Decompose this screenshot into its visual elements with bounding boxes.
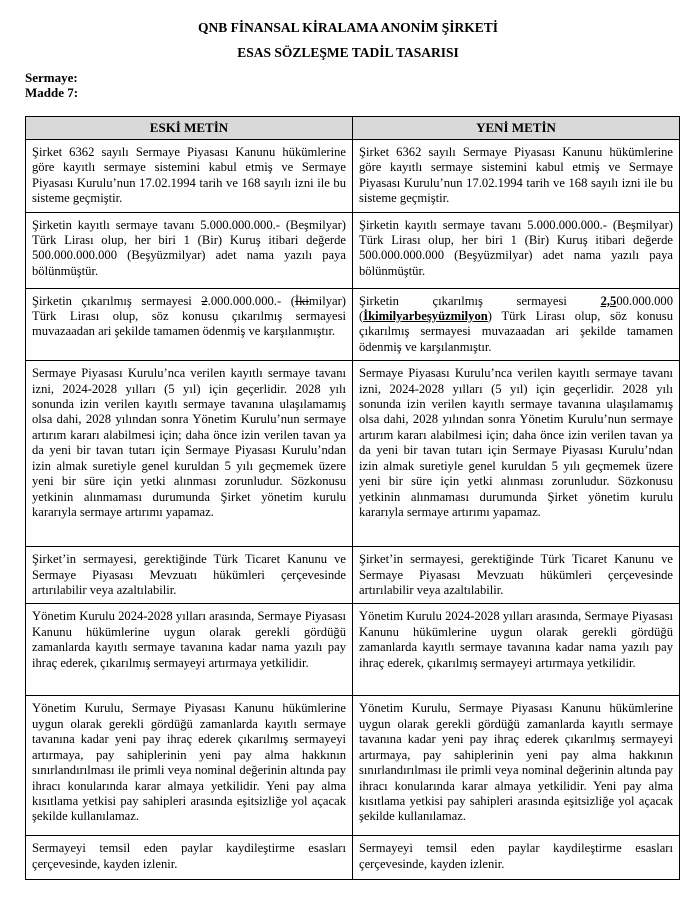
amendment-table <box>25 116 680 880</box>
old-text-cell: Sermaye Piyasası Kurulu’nca verilen kayıtlı sermaye tavanı izni, 2024-2028 yılları (5 yıl) için geçerlidir. 2028 yılı sonunda izin verilen kayıtlı sermaye tavanına ulaşılamamış olsa dahi, 2028 yılından sonra Yönetim Kurulu’nun sermaye artırım kararı alabilmesi için; daha önce izin verilen tavan ya da yeni bir tavan tutarı için Sermaye Piyasası Kurulu’ndan izin almak suretiyle genel kuruldan 5 yılı geçmemek üzere yeni bir süre için yetki alınması zorunludur. Sözkonusu yetkinin alınmaması durumunda Şirket yönetim kurulu kararıyla sermaye artırımı yapamaz. <box>26 361 353 547</box>
old-text-cell: Şirket’in sermayesi, gerektiğinde Türk Ticaret Kanunu ve Sermaye Piyasası Mevzuatı hükümleri çerçevesinde artırılabilir veya azaltılabilir. <box>26 547 353 604</box>
column-header-new-text: YENİ METİN <box>353 117 680 140</box>
new-text-part: 00.000.000 ( <box>359 293 673 324</box>
table-row <box>26 604 680 696</box>
table-row <box>26 836 680 880</box>
table-header-row <box>26 117 680 140</box>
article-label: Madde 7: <box>25 85 79 100</box>
table-row <box>26 696 680 836</box>
old-text-cell: Şirket 6362 sayılı Sermaye Piyasası Kanunu hükümlerine göre kayıtlı sermaye sistemini kabul etmiş ve Sermaye Piyasası Kurulu’nun 17.02.1994 tarih ve 168 sayılı izni ile bu sisteme geçmiştir. <box>26 140 353 213</box>
table-row <box>26 288 680 361</box>
inserted-text: İkimilyarbeşyüzmilyon <box>363 309 488 324</box>
old-text-cell: Yönetim Kurulu 2024-2028 yılları arasında, Sermaye Piyasası Kanunu hükümlerine uygun olarak gerekli gördüğü zamanlarda kayıtlı sermaye tavanına kadar nama yazılı pay ihraç ederek, çıkarılmış sermayeyi artırmaya yetkilidir. <box>26 604 353 696</box>
new-text-part: ) Türk Lirası olup, söz konusu çıkarılmış sermayesi muvazaadan ari şekilde tamamen ödenmiş ve karşılanmıştır. <box>359 309 673 354</box>
new-text-cell <box>353 288 680 361</box>
new-text-cell: Sermaye Piyasası Kurulu’nca verilen kayıtlı sermaye tavanı izni, 2024-2028 yılları (5 yıl) için geçerlidir. 2028 yılı sonunda izin verilen kayıtlı sermaye tavanına ulaşılamamış olsa dahi, 2028 yılından sonra Yönetim Kurulu’nun sermaye artırım kararı alabilmesi için; daha önce izin verilen tavan ya da yeni bir tavan tutarı için Sermaye Piyasası Kurulu’ndan izin almak suretiyle genel kuruldan 5 yılı geçmemek üzere yeni bir süre için yetki alınması zorunludur. Sözkonusu yetkinin alınmaması durumunda Şirket yönetim kurulu kararıyla sermaye artırımı yapamaz. <box>353 361 680 547</box>
section-label: Sermaye: <box>25 70 78 85</box>
column-header-old-text: ESKİ METİN <box>26 117 353 140</box>
table-row <box>26 547 680 604</box>
inserted-text: 2,5 <box>600 293 617 308</box>
deleted-text: 2 <box>201 293 208 308</box>
old-text-part: Şirketin çıkarılmış sermayesi <box>32 293 202 308</box>
table-row <box>26 361 680 547</box>
table-row <box>26 212 680 288</box>
table-row <box>26 140 680 213</box>
new-text-cell: Yönetim Kurulu 2024-2028 yılları arasında, Sermaye Piyasası Kanunu hükümlerine uygun olarak gerekli gördüğü zamanlarda kayıtlı sermaye tavanına kadar nama yazılı pay ihraç ederek, çıkarılmış sermayeyi artırmaya yetkilidir. <box>353 604 680 696</box>
deleted-text: İki <box>294 293 309 308</box>
old-text-cell <box>26 288 353 361</box>
new-text-cell: Yönetim Kurulu, Sermaye Piyasası Kanunu hükümlerine uygun olarak gerekli gördüğü zamanlarda kayıtlı sermaye tavanına kadar yeni pay ihraç ederek çıkarılmış sermayeyi artırmaya, pay sahiplerinin yeni pay alma hakkının sınırlandırılması ile primli veya nominal değerinin altında pay ihracı konularında karar almaya yetkilidir. Yeni pay alma kısıtlama yetkisi pay sahipleri arasında eşitsizliğe yol açacak şekilde kullanılamaz. <box>353 696 680 836</box>
new-text-cell: Şirketin kayıtlı sermaye tavanı 5.000.000.000.- (Beşmilyar) Türk Lirası olup, her biri 1 (Bir) Kuruş itibari değerde 500.000.000.000 (Beşyüzmilyar) adet nama yazılı paya bölünmüştür. <box>353 212 680 288</box>
old-text-part: milyar) Türk Lirası olup, söz konusu çıkarılmış sermayesi muvazaadan ari şekilde tamamen ödenmiş ve karşılanmıştır. <box>32 293 346 339</box>
document-title: QNB FİNANSAL KİRALAMA ANONİM ŞİRKETİ <box>197 20 499 35</box>
old-text-cell: Yönetim Kurulu, Sermaye Piyasası Kanunu hükümlerine uygun olarak gerekli gördüğü zamanlarda kayıtlı sermaye tavanına kadar yeni pay ihraç ederek çıkarılmış sermayeyi artırmaya, pay sahiplerinin yeni pay alma hakkının sınırlandırılması ile primli veya nominal değerinin altında pay ihracı konularında karar almaya yetkilidir. Yeni pay alma kısıtlama yetkisi pay sahipleri arasında eşitsizliğe yol açacak şekilde kullanılamaz. <box>26 696 353 836</box>
old-text-cell: Sermayeyi temsil eden paylar kaydileştirme esasları çerçevesinde, kayden izlenir. <box>26 836 353 880</box>
new-text-cell: Şirket 6362 sayılı Sermaye Piyasası Kanunu hükümlerine göre kayıtlı sermaye sistemini kabul etmiş ve Sermaye Piyasası Kurulu’nun 17.02.1994 tarih ve 168 sayılı izni ile bu sisteme geçmiştir. <box>353 140 680 213</box>
new-text-cell: Şirket’in sermayesi, gerektiğinde Türk Ticaret Kanunu ve Sermaye Piyasası Mevzuatı hükümleri çerçevesinde artırılabilir veya azaltılabilir. <box>353 547 680 604</box>
old-text-cell: Şirketin kayıtlı sermaye tavanı 5.000.000.000.- (Beşmilyar) Türk Lirası olup, her biri 1 (Bir) Kuruş itibari değerde 500.000.000.000 (Beşyüzmilyar) adet nama yazılı paya bölünmüştür. <box>26 212 353 288</box>
new-text-cell: Sermayeyi temsil eden paylar kaydileştirme esasları çerçevesinde, kayden izlenir. <box>353 836 680 880</box>
old-text-part: .000.000.000.- ( <box>207 293 295 308</box>
new-text-part: Şirketin çıkarılmış sermayesi <box>359 293 601 308</box>
document-subtitle: ESAS SÖZLEŞME TADİL TASARISI <box>237 45 459 60</box>
